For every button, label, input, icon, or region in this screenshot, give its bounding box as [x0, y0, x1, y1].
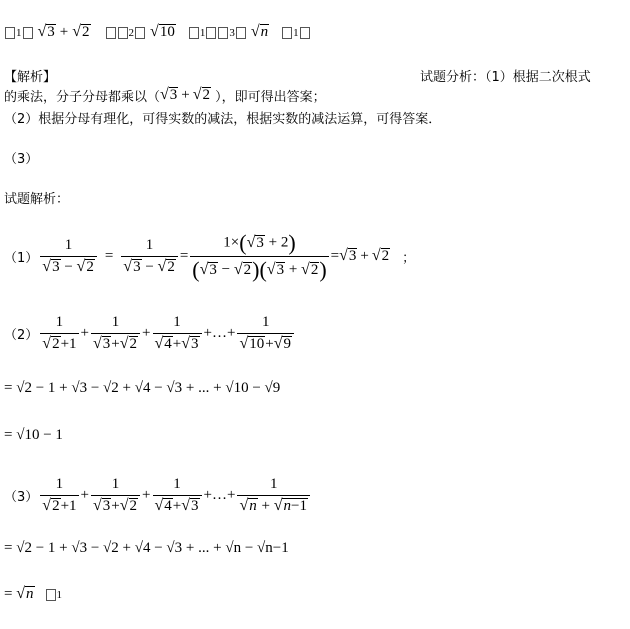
equation-3: （3） 1 √ 2 +1 + 1 √ 3 + √ 2 + 1 √ 4 + √ 3 +…+ 1 √ n + √ n−1 [4, 476, 312, 514]
equation-2: （2） 1 √ 2 +1 + 1 √ 3 + √ 2 + 1 √ 4 + √ 3 +…+ 1 √ 10 + √ 9 [4, 314, 296, 352]
equation-3-result: = √ n 1 [4, 585, 62, 603]
equation-2-result: = √10 − 1 [4, 427, 63, 443]
placeholder-box [5, 27, 15, 39]
analysis-line-3: （2）根据分母有理化，可得实数的减法，根据实数的减法运算，可得答案． [4, 112, 442, 127]
analysis-intro: 试题分析：（1）根据二次根式 [420, 70, 591, 85]
equation-2-step: = √2 − 1 + √3 − √2 + √4 − √3 + ... + √10 − √9 [4, 380, 281, 396]
solution-label: 试题解析： [4, 192, 70, 207]
analysis-heading: 【解析】 [4, 70, 57, 85]
answer-line: 1 √ 3 + √ 2 2 √ 10 1 3 √ n 1 [4, 24, 311, 41]
equation-3-step: = √2 − 1 + √3 − √2 + √4 − √3 + ... + √n − √n−1 [4, 540, 289, 556]
equation-1: （1） 1 √ 3 − √ 2 = 1 √ 3 − √ 2 = 1×( √ 3 + 2) ( √ 3 − √ 2 )( √ 3 + √ 2 ) = √ 3 + √ 2 ； [4, 230, 416, 282]
placeholder-box [23, 27, 33, 39]
analysis-line-2: 的乘法，分子分母都乘以（ √ 3 + √ 2 ），即可得出答案； [4, 86, 326, 105]
point-3: （3） [4, 152, 39, 167]
